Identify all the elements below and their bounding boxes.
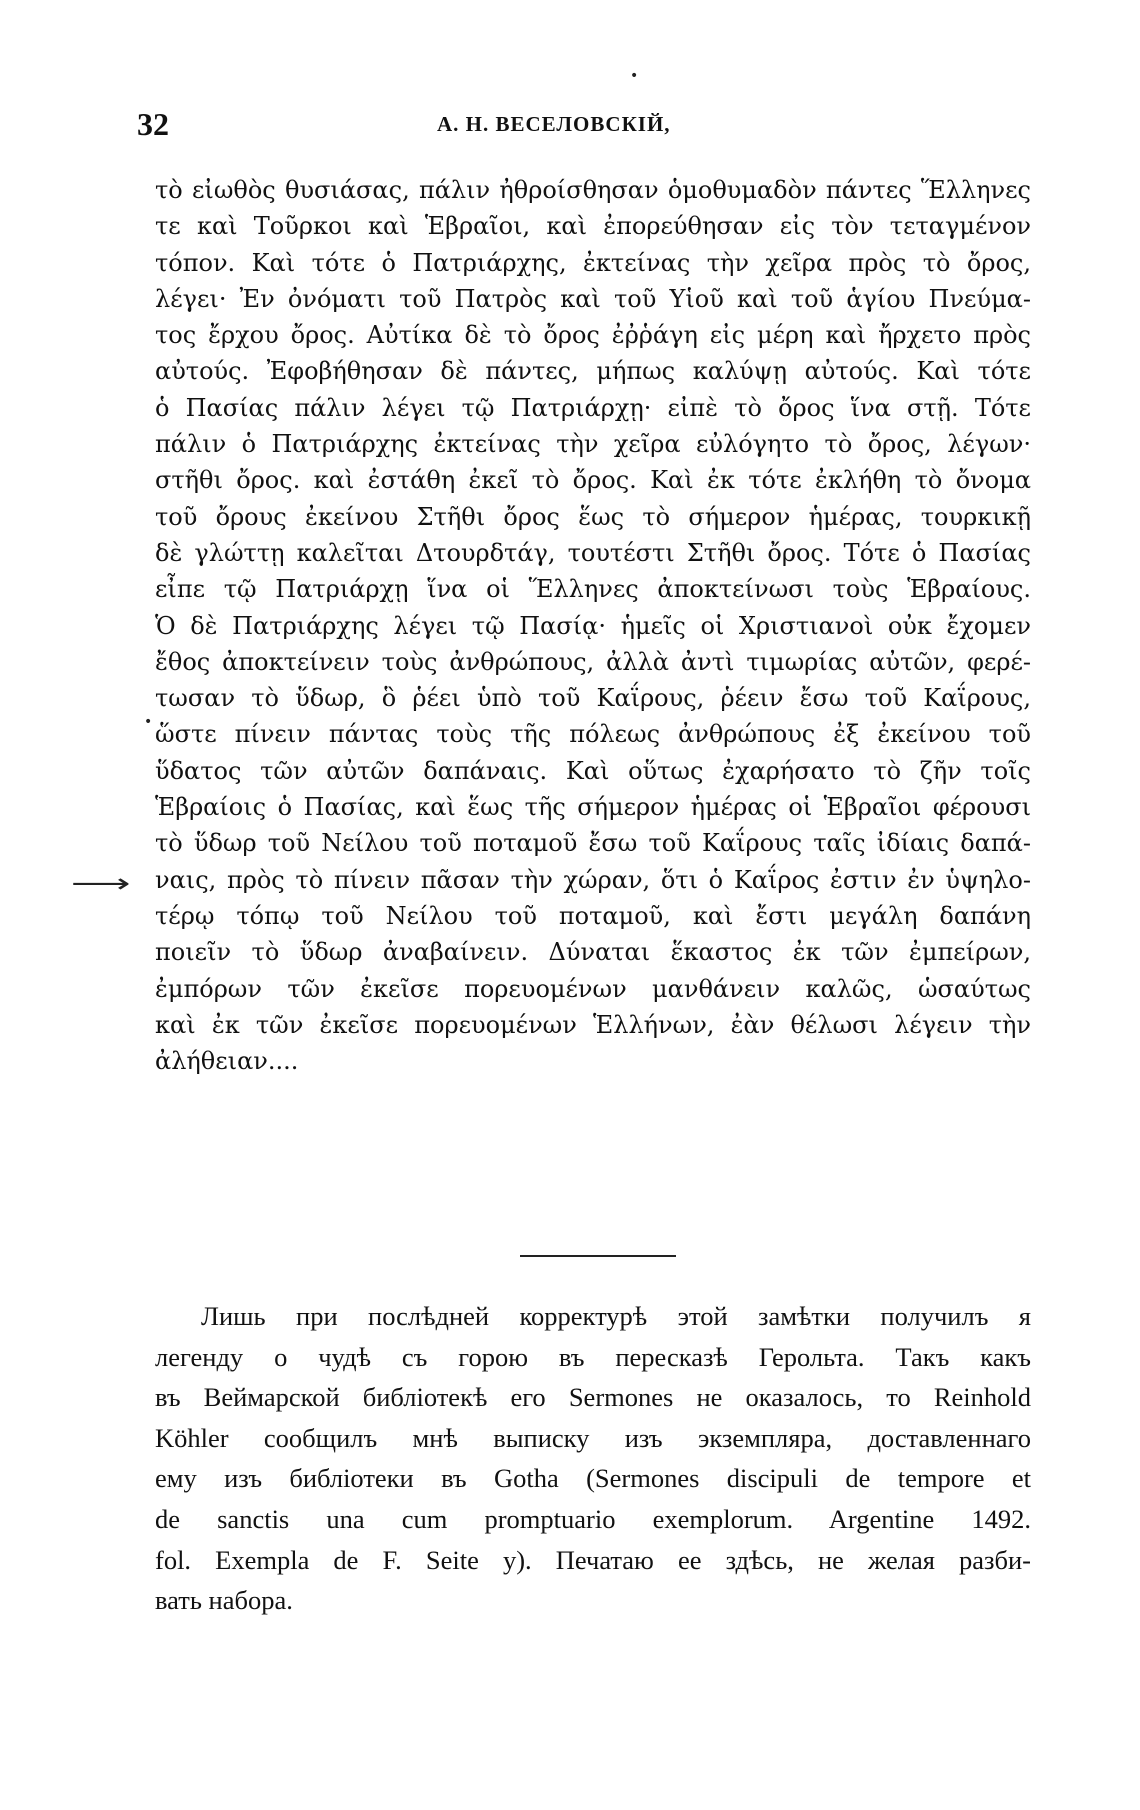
text-line: ναις, πρὸς τὸ πίνειν πᾶσαν τὴν χώραν, ὅτι ὁ Καΐρος ἐστιν ἐν ὑψηλο-	[155, 865, 1031, 894]
text-line: τὸ εἰωθὸς θυσιάσας, πάλιν ἠθροίσθησαν ὁμοθυμαδὸν πάντες Ἕλληνες	[155, 176, 1031, 204]
text-line: πάλιν ὁ Πατριάρχης ἐκτείνας τὴν χεῖρα εὐλόγητο τὸ ὄρος, λέγων·	[155, 430, 1031, 459]
text-line: δὲ γλώττῃ καλεῖται Δτουρδτάγ, τουτέστι Στῆθι ὄρος. Τότε ὁ Πασίας	[155, 538, 1031, 567]
greek-passage	[155, 172, 1031, 1079]
text-line: αὐτούς. Ἐφοβήθησαν δὲ πάντες, μήπως καλύψῃ αὐτούς. Καὶ τότε	[155, 357, 1031, 386]
text-line: ὕδατος τῶν αὐτῶν δαπάναις. Καὶ οὕτως ἐχαρήσατο τὸ ζῆν τοῖς	[155, 756, 1031, 785]
text-line: Лишь при послѣдней корректурѣ этой замѣтки получилъ я	[201, 1301, 1031, 1331]
text-line: легенду о чудѣ съ горою въ пересказѣ Герольта. Такъ какъ	[155, 1341, 1031, 1372]
text-line: τε καὶ Τοῦρκοι καὶ Ἑβραῖοι, καὶ ἐπορεύθησαν εἰς τὸν τεταγμένον	[155, 212, 1031, 241]
margin-bullet-mark: •	[144, 714, 153, 730]
text-line: ἀλήθειαν....	[155, 1047, 299, 1076]
text-line: ὁ Πασίας πάλιν λέγει τῷ Πατριάρχῃ· εἰπὲ τὸ ὄρος ἵνα στῇ. Τότε	[155, 393, 1031, 422]
russian-note	[155, 1296, 1031, 1621]
text-line: Ἑβραίοις ὁ Πασίας, καὶ ἕως τῆς σήμερον ἡμέρας οἱ Ἑβραῖοι φέρουσι	[155, 793, 1031, 822]
text-line: вать набора.	[155, 1585, 293, 1616]
text-line: τέρῳ τόπῳ τοῦ Νείλου τοῦ ποταμοῦ, καὶ ἔστι μεγάλη δαπάνη	[155, 901, 1031, 930]
text-line: εἶπε τῷ Πατριάρχῃ ἵνα οἱ Ἕλληνες ἀποκτείνωσι τοὺς Ἑβραίους.	[155, 575, 1031, 604]
text-line: Ὁ δὲ Πατριάρχης λέγει τῷ Πασίᾳ· ἡμεῖς οἱ Χριστιανοὶ οὐκ ἔχομεν	[155, 611, 1031, 640]
text-line: τοῦ ὄρους ἐκείνου Στῆθι ὄρος ἕως τὸ σήμερον ἡμέρας, τουρκικῇ	[155, 502, 1031, 531]
section-separator	[520, 1255, 676, 1257]
text-line: στῆθι ὄρος. καὶ ἐστάθη ἐκεῖ τὸ ὄρος. Καὶ ἐκ τότε ἐκλήθη τὸ ὄνομα	[155, 466, 1031, 495]
text-line: ему изъ библіотеки въ Gotha (Sermones discipuli de tempore et	[155, 1463, 1031, 1494]
text-line: τωσαν τὸ ὕδωρ, ὃ ῥέει ὑπὸ τοῦ Καΐρους, ῥέειν ἔσω τοῦ Καΐρους,	[155, 684, 1031, 713]
text-line: въ Веймарской библіотекѣ его Sermones не оказалось, то Reinhold	[155, 1382, 1031, 1413]
text-line: de sanctis una cum promptuario exemplorum. Argentine 1492.	[155, 1503, 1031, 1534]
text-line: ἐμπόρων τῶν ἐκεῖσε πορευομένων μανθάνειν καλῶς, ὡσαύτως	[155, 974, 1031, 1003]
running-head: А. Н. ВЕСЕЛОВСКІЙ,	[437, 112, 671, 136]
text-line: λέγει· Ἐν ὀνόματι τοῦ Πατρὸς καὶ τοῦ Υἱοῦ καὶ τοῦ ἁγίου Πνεύμα-	[155, 284, 1031, 313]
text-line: fol. Exempla de F. Seite y). Печатаю ее здѣсь, не желая разби-	[155, 1544, 1031, 1575]
text-line: Köhler сообщилъ мнѣ выписку изъ экземпляра, доставленнаго	[155, 1422, 1031, 1453]
text-line: ὥστε πίνειν πάντας τοὺς τῆς πόλεως ἀνθρώπους ἐξ ἐκείνου τοῦ	[155, 720, 1031, 749]
page-number: 32	[137, 106, 169, 142]
text-line: τὸ ὕδωρ τοῦ Νείλου τοῦ ποταμοῦ ἔσω τοῦ Καΐρους ταῖς ἰδίαις δαπά-	[155, 829, 1031, 858]
top-dot-mark: •	[630, 68, 639, 84]
text-line: ποιεῖν τὸ ὕδωρ ἀναβαίνειν. Δύναται ἕκαστος ἐκ τῶν ἐμπείρων,	[155, 938, 1031, 967]
text-line: τος ἔρχου ὄρος. Αὐτίκα δὲ τὸ ὄρος ἐῤῥάγη εἰς μέρη καὶ ἤρχετο πρὸς	[155, 321, 1031, 350]
text-line: τόπον. Καὶ τότε ὁ Πατριάρχης, ἐκτείνας τὴν χεῖρα πρὸς τὸ ὄρος,	[155, 248, 1031, 277]
text-line: καὶ ἐκ τῶν ἐκεῖσε πορευομένων Ἑλλήνων, ἐὰν θέλωσι λέγειν τὴν	[155, 1010, 1031, 1039]
margin-arrow-mark: ⟶	[70, 869, 131, 899]
text-line: ἔθος ἀποκτείνειν τοὺς ἀνθρώπους, ἀλλὰ ἀντὶ τιμωρίας αὐτῶν, φερέ-	[155, 647, 1031, 676]
